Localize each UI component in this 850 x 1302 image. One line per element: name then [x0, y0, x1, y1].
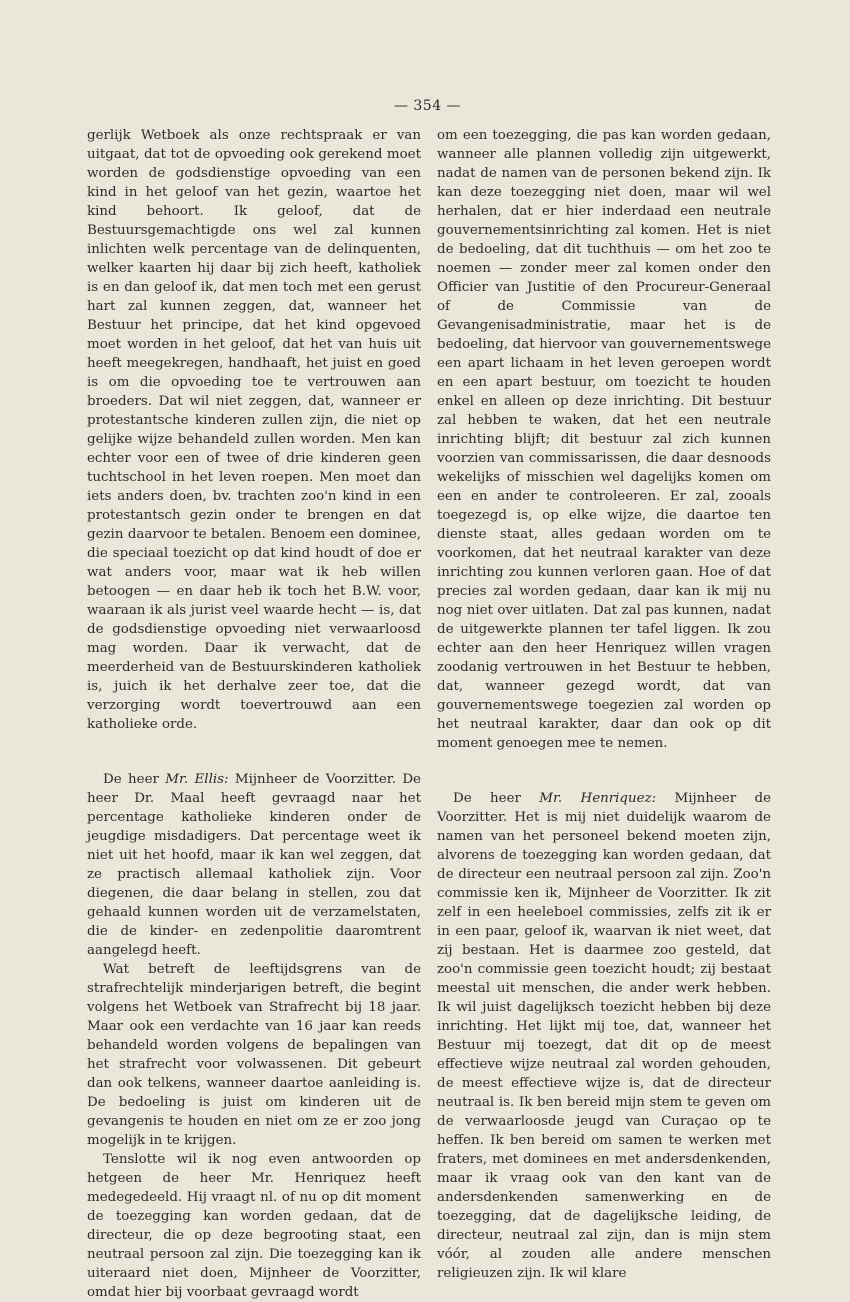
left-column — [87, 126, 421, 1302]
page-number: — 354 — — [393, 98, 462, 114]
speaker-name-henriquez: Mr. Henriquez: — [539, 791, 657, 806]
speaker-prefix: De heer — [103, 772, 166, 787]
paragraph-age-limit: Wat betreft de leeftijdsgrens van de strafrechtelijk minderjarigen betreft, die begint volgens het Wetboek van Strafrecht bij 18 jaar. Maar ook een verdachte van 16 jaar kan reeds behandeld worden volgens de bepalingen van het strafrecht voor volwassenen. Dit gebeurt dan ook telkens, wanneer daartoe aanleiding is. De bedoeling is juist om kinderen uit de gevangenis te houden en niet om ze er zoo jong mogelijk in te krijgen. — [87, 962, 421, 1148]
right-column — [437, 126, 771, 1283]
paragraph-speech-ellis — [87, 770, 421, 960]
speech-text: Mijnheer de Voorzitter. De heer Dr. Maal heeft gevraagd naar het percentage katholieke kinderen onder de jeugdige misdadigers. Dat percentage weet ik niet uit het hoofd, maar ik kan wel zeggen, dat ze practisch allemaal katholiek zijn. Voor diegenen, die daar belang in stellen, zou dat gehaald kunnen worden uit de verzamelstaten, die de kinder- en zedenpolitie daaromtrent aangelegd heeft. — [87, 772, 421, 958]
paragraph-speech-henriquez — [437, 789, 771, 1283]
speaker-prefix: De heer — [453, 791, 540, 806]
paragraph-continuation: gerlijk Wetboek als onze rechtspraak er van uitgaat, dat tot de opvoeding ook gerekend moet worden de godsdienstige opvoeding van een kind in het geloof van het gezin, waartoe het kind behoort. Ik geloof, dat de Bestuursgemachtigde ons wel zal kunnen inlichten welk percentage van de delinquenten, welker kaarten hij daar bij zich heeft, katholiek is en dan geloof ik, dat men toch met een gerust hart zal kunnen zeggen, dat, wanneer het Bestuur het principe, dat het kind opgevoed moet worden in het geloof, dat het van huis uit heeft meegekregen, handhaaft, het juist en goed is om die opvoeding toe te vertrouwen aan broeders. Dat wil niet zeggen, dat, wanneer er protestantsche kinderen zullen zijn, die niet op gelijke wijze behandeld zullen worden. Men kan echter voor een of twee of drie kinderen geen tuchtschool in het leven roepen. Men moet dan iets anders doen, bv. trachten zoo'n kind in een protestantsch gezin onder te brengen en dat gezin daarvoor te betalen. Benoem een dominee, die speciaal toezicht op dat kind houdt of doe er wat anders voor, maar wat ik heb willen betoogen — en daar heb ik toch het B.W. voor, waaraan ik als jurist veel waarde hecht — is, dat de godsdienstige opvoeding niet verwaarloosd mag worden. Daar ik verwacht, dat de meerderheid van de Bestuurskinderen katholiek is, juich ik het derhalve zeer toe, dat die verzorging wordt toevertrouwd aan een katholieke orde. — [87, 128, 421, 732]
paragraph-continuation: om een toezegging, die pas kan worden gedaan, wanneer alle plannen volledig zijn uitgewerkt, nadat de namen van de personen bekend zijn. Ik kan deze toezegging niet doen, maar wil wel herhalen, dat er hier inderdaad een neutrale gouvernementsinrichting zal komen. Het is niet de bedoeling, dat dit tuchthuis — om het zoo te noemen — zonder meer zal komen onder den Officier van Justitie of den Procureur-Generaal of de Commissie van de Gevangenisadministratie, maar het is de bedoeling, dat hiervoor van gouvernementswege een apart lichaam in het leven geroepen wordt en een apart bestuur, om toezicht te houden enkel en alleen op deze inrichting. Dit bestuur zal hebben te waken, dat het een neutrale inrichting blijft; dit bestuur zal zich kunnen voorzien van commissarissen, die daar desnoods wekelijks of misschien wel dagelijks komen om een en ander te controleeren. Er zal, zooals toegezegd is, op elke wijze, die daartoe ten dienste staat, alles gedaan worden om te voorkomen, dat het neutraal karakter van deze inrichting zou kunnen verloren gaan. Hoe of dat precies zal worden gedaan, daar kan ik mij nu nog niet over uitlaten. Dat zal pas kunnen, nadat de uitgewerkte plannen ter tafel liggen. Ik zou echter aan den heer Henriquez willen vragen zoodanig vertrouwen in het Bestuur te hebben, dat, wanneer gezegd wordt, dat van gouvernementswege toegezien zal worden op het neutraal karakter, daar dan ook op dit moment genoegen mee te nemen. — [437, 128, 771, 751]
paragraph-reply-henriquez: Tenslotte wil ik nog even antwoorden op hetgeen de heer Mr. Henriquez heeft medegedeeld. Hij vraagt nl. of nu op dit moment de toezegging kan worden gedaan, dat de directeur, die op deze begrooting staat, een neutraal persoon zal zijn. Die toezegging kan ik uiteraard niet doen, Mijnheer de Voorzitter, omdat hier bij voorbaat gevraagd wordt — [87, 1152, 421, 1300]
speech-text: Mijnheer de Voorzitter. Het is mij niet duidelijk waarom de namen van het personeel bekend moeten zijn, alvorens de toezegging kan worden gedaan, dat de directeur een neutraal persoon zal zijn. Zoo'n commissie ken ik, Mijnheer de Voorzitter. Ik zit zelf in een heeleboel commissies, zelfs zit ik er in een paar, geloof ik, waarvan ik niet weet, dat zij bestaan. Het is daarmee zoo gesteld, dat zoo'n commissie geen toezicht houdt; zij bestaat meestal uit menschen, die ander werk hebben. Ik wil juist dagelijksch toezicht hebben bij deze inrichting. Het lijkt mij toe, dat, wanneer het Bestuur mij toezegt, dat dit op de meest effectieve wijze neutraal zal worden gehouden, de meest effectieve wijze is, dat de directeur neutraal is. Ik ben bereid mijn stem te geven om de verwaarloosde jeugd van Curaçao op te heffen. Ik ben bereid om samen te werken met fraters, met dominees en met andersdenkenden, maar ik vraag ook van den kant van de andersdenkenden samenwerking en de toezegging, dat de dagelijksche leiding, de directeur, neutraal zal zijn, dan is mijn stem vóór, al zouden alle andere menschen religieuzen zijn. Ik wil klare — [437, 791, 771, 1281]
speaker-name-ellis: Mr. Ellis: — [165, 772, 229, 787]
